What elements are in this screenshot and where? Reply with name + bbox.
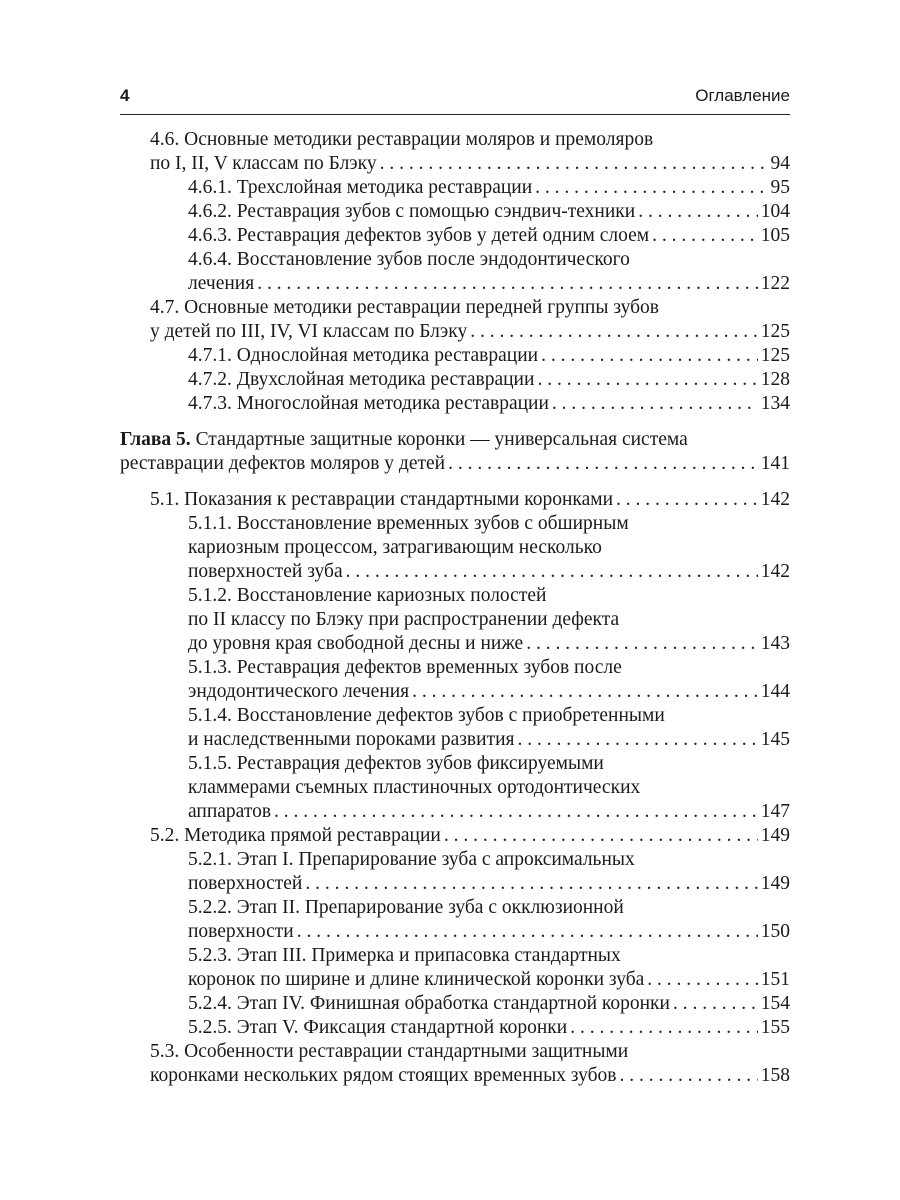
toc-entry-5-1-5[interactable]: аппаратов . . . 147 [188, 800, 790, 824]
page-ref: 125 [760, 345, 790, 366]
page-ref: 122 [760, 273, 790, 294]
toc-entry-5-1-3-line1: 5.1.3. Реставрация дефектов временных зубов после [188, 657, 622, 678]
header-rule [120, 114, 790, 115]
toc-entry-4-6-2[interactable]: 4.6.2. Реставрация зубов с помощью сэндвич-техники . . . 104 [188, 200, 790, 224]
toc-entry-4-7-1[interactable]: 4.7.1. Однослойная методика реставрации . . . 125 [188, 344, 790, 368]
toc-entry-4-6-1[interactable]: 4.6.1. Трехслойная методика реставрации . . . 95 [188, 176, 790, 200]
chapter-label: Глава 5. [120, 429, 191, 450]
toc-entry-5-1-1[interactable]: поверхностей зуба . . . 142 [188, 560, 790, 584]
leader-dots [380, 152, 768, 176]
leader-dots [619, 1064, 757, 1088]
toc-entry-chapter-5[interactable]: реставрации дефектов моляров у детей . . . 141 [120, 452, 790, 476]
toc-entry-4-6-line1: 4.6. Основные методики реставрации моляров и премоляров [150, 129, 654, 150]
page-ref: 142 [760, 561, 790, 582]
page-ref: 155 [760, 1017, 790, 1038]
toc-entry-5-2-1-line1: 5.2.1. Этап I. Препарирование зуба с апроксимальных [188, 849, 635, 870]
page-ref: 143 [760, 633, 790, 654]
page-ref: 145 [760, 729, 790, 750]
toc-entry-5-2-4[interactable]: 5.2.4. Этап IV. Финишная обработка стандартной коронки . . . 154 [188, 992, 790, 1016]
page-ref: 158 [760, 1065, 790, 1086]
page-ref: 95 [770, 177, 790, 198]
toc-entry-5-1-2[interactable]: до уровня края свободной десны и ниже . . . 143 [188, 632, 790, 656]
leader-dots [444, 824, 758, 848]
leader-dots [647, 968, 757, 992]
page-ref: 128 [760, 369, 790, 390]
page-ref: 104 [760, 201, 790, 222]
toc-entry-5-2-1[interactable]: поверхностей . . . 149 [188, 872, 790, 896]
toc-entry-4-6[interactable]: по I, II, V классам по Блэку . . . 94 [150, 152, 790, 176]
leader-dots [412, 680, 758, 704]
toc-entry-4-6-4-line1: 4.6.4. Восстановление зубов после эндодонтического [188, 249, 630, 270]
leader-dots [297, 920, 758, 944]
toc-entry-5-1-4[interactable]: и наследственными пороками развития . . . 145 [188, 728, 790, 752]
page-ref: 141 [760, 453, 790, 474]
leader-dots [305, 872, 757, 896]
page-ref: 150 [760, 921, 790, 942]
toc-entry-5-1-3[interactable]: эндодонтического лечения . . . 144 [188, 680, 790, 704]
toc-entry-5-2-2-line1: 5.2.2. Этап II. Препарирование зуба с окклюзионной [188, 897, 624, 918]
running-title: Оглавление [695, 86, 790, 105]
page-ref: 94 [770, 153, 790, 174]
page-ref: 125 [760, 321, 790, 342]
leader-dots [274, 800, 758, 824]
toc-entry-5-1-5-line2: кламмерами съемных пластиночных ортодонтических [188, 777, 641, 798]
page-number: 4 [120, 86, 130, 105]
page-ref: 154 [760, 993, 790, 1014]
toc-entry-4-6-4[interactable]: лечения . . . 122 [188, 272, 790, 296]
toc-entry-4-7-line1: 4.7. Основные методики реставрации передней группы зубов [150, 297, 659, 318]
table-of-contents [120, 128, 790, 1088]
toc-entry-5-1-2-line1: 5.1.2. Восстановление кариозных полостей [188, 585, 547, 606]
leader-dots [518, 728, 758, 752]
toc-entry-5-1-1-line1: 5.1.1. Восстановление временных зубов с обширным [188, 513, 629, 534]
leader-dots [346, 560, 758, 584]
leader-dots [257, 272, 758, 296]
toc-entry-5-1-4-line1: 5.1.4. Восстановление дефектов зубов с приобретенными [188, 705, 665, 726]
toc-entry-5-2-5[interactable]: 5.2.5. Этап V. Фиксация стандартной коронки . . . 155 [188, 1016, 790, 1040]
leader-dots [537, 368, 757, 392]
leader-dots [448, 452, 758, 476]
toc-entry-4-7-3[interactable]: 4.7.3. Многослойная методика реставрации . . . 134 [188, 392, 790, 416]
toc-entry-5-2-2[interactable]: поверхности . . . 150 [188, 920, 790, 944]
toc-entry-5-2-3-line1: 5.2.3. Этап III. Примерка и припасовка стандартных [188, 945, 621, 966]
page-ref: 149 [760, 873, 790, 894]
toc-entry-5-1-5-line1: 5.1.5. Реставрация дефектов зубов фиксируемыми [188, 753, 604, 774]
toc-entry-5-2-3[interactable]: коронок по ширине и длине клинической коронки зуба . . . 151 [188, 968, 790, 992]
page-ref: 142 [760, 489, 790, 510]
page-ref: 105 [760, 225, 790, 246]
leader-dots [673, 992, 758, 1016]
toc-entry-4-7[interactable]: у детей по III, IV, VI классам по Блэку . . . 125 [150, 320, 790, 344]
leader-dots [535, 176, 767, 200]
toc-entry-5-1-2-line2: по II классу по Блэку при распространении дефекта [188, 609, 620, 630]
page-ref: 144 [760, 681, 790, 702]
toc-entry-5-3-line1: 5.3. Особенности реставрации стандартными защитными [150, 1041, 629, 1062]
leader-dots [652, 224, 758, 248]
leader-dots [616, 488, 758, 512]
leader-dots [470, 320, 758, 344]
toc-entry-5-2[interactable]: 5.2. Методика прямой реставрации . . . 149 [150, 824, 790, 848]
toc-entry-5-1-1-line2: кариозным процессом, затрагивающим несколько [188, 537, 602, 558]
toc-entry-4-6-3[interactable]: 4.6.3. Реставрация дефектов зубов у детей одним слоем . . . 105 [188, 224, 790, 248]
chapter-5-line1: Глава 5. Стандартные защитные коронки — универсальная система [120, 429, 688, 450]
leader-dots [570, 1016, 758, 1040]
leader-dots [552, 392, 758, 416]
toc-entry-5-1[interactable]: 5.1. Показания к реставрации стандартными коронками . . . 142 [150, 488, 790, 512]
page-ref: 151 [760, 969, 790, 990]
page-ref: 147 [760, 801, 790, 822]
leader-dots [541, 344, 758, 368]
page-ref: 134 [760, 393, 790, 414]
leader-dots [526, 632, 758, 656]
page-ref: 149 [760, 825, 790, 846]
toc-entry-5-3[interactable]: коронками нескольких рядом стоящих временных зубов . . . 158 [150, 1064, 790, 1088]
leader-dots [638, 200, 758, 224]
toc-entry-4-7-2[interactable]: 4.7.2. Двухслойная методика реставрации . . . 128 [188, 368, 790, 392]
page-header [120, 86, 790, 110]
